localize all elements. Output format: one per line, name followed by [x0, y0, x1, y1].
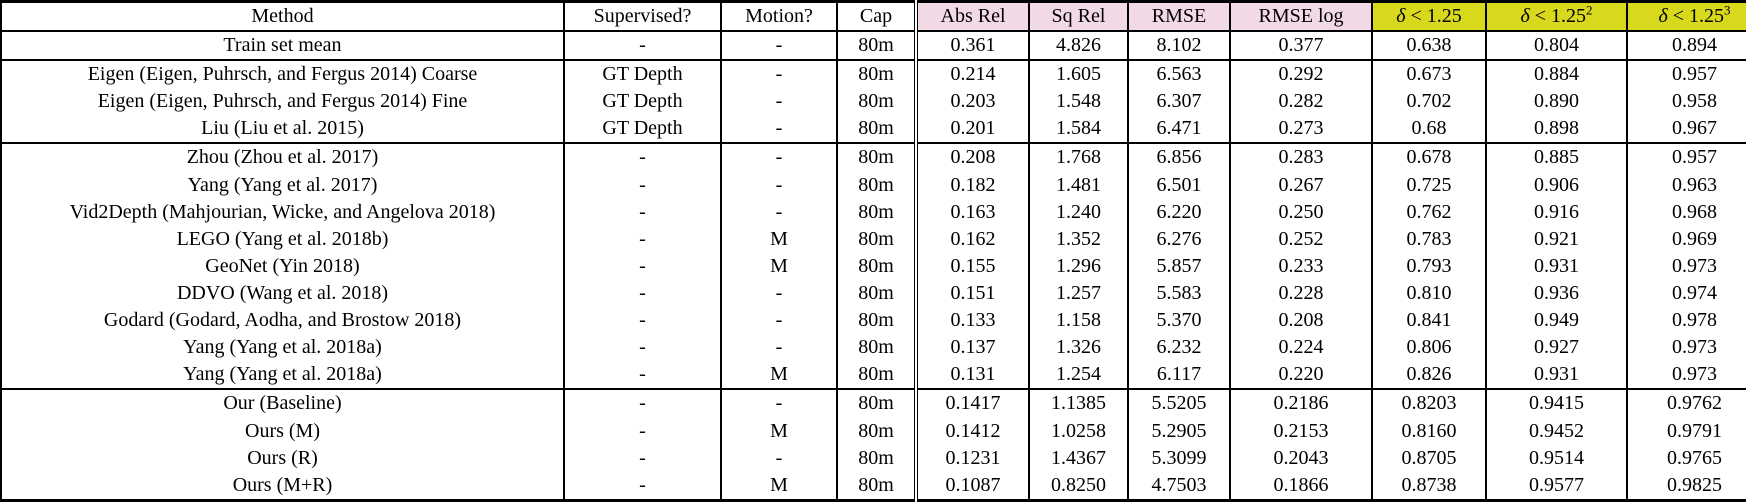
supervised-cell: -: [564, 334, 721, 361]
method-cell: LEGO (Yang et al. 2018b): [176, 227, 389, 250]
supervised-cell: GT Depth: [564, 115, 721, 143]
abs_rel-value-cell: 0.1412: [916, 418, 1029, 445]
cap-cell: 80m: [837, 389, 916, 417]
delta1-value-cell: 0.8738: [1372, 472, 1486, 501]
rmse-value-cell: 5.370: [1128, 307, 1230, 334]
method-cell: Eigen (Eigen, Puhrsch, and Fergus 2014) Fine: [97, 90, 468, 113]
motion-cell: M: [721, 472, 837, 501]
delta1-value-cell: 0.8203: [1372, 389, 1486, 417]
table-row: [1, 172, 1746, 199]
abs_rel-value-cell: 0.182: [916, 172, 1029, 199]
column-header-label: RMSE log: [1258, 5, 1344, 27]
rmse-value-cell: 5.5205: [1128, 389, 1230, 417]
column-header-delta3: [1627, 2, 1746, 32]
table-row: [1, 88, 1746, 115]
motion-cell: -: [721, 445, 837, 472]
method-cell: Train set mean: [1, 31, 564, 60]
table-row: [1, 60, 1746, 88]
delta2-value-cell: 0.949: [1486, 307, 1627, 334]
cap-cell: 80m: [837, 361, 916, 389]
delta-symbol: δ: [1396, 5, 1406, 27]
supervised-cell: -: [564, 31, 721, 60]
table-row: [1, 445, 1746, 472]
column-header-delta1: [1372, 2, 1486, 32]
rmse-value-cell: 6.117: [1128, 361, 1230, 389]
sq_rel-value-cell: 1.326: [1029, 334, 1128, 361]
method-cell: Ours (M): [245, 419, 320, 442]
table-row: [1, 418, 1746, 445]
abs_rel-value-cell: 0.201: [916, 115, 1029, 143]
motion-cell: -: [721, 172, 837, 199]
supervised-cell: -: [564, 389, 721, 417]
sq_rel-value-cell: 4.826: [1029, 31, 1128, 60]
motion-cell: M: [721, 253, 837, 280]
delta2-value-cell: 0.927: [1486, 334, 1627, 361]
cap-cell: 80m: [837, 88, 916, 115]
motion-cell: -: [721, 199, 837, 226]
motion-cell: -: [721, 389, 837, 417]
delta1-value-cell: 0.638: [1372, 31, 1486, 60]
rmse-value-cell: 6.563: [1128, 60, 1230, 88]
method-cell: Yang (Yang et al. 2017): [187, 173, 378, 196]
motion-cell: -: [721, 307, 837, 334]
rmse_log-value-cell: 0.250: [1230, 199, 1372, 226]
delta3-value-cell: 0.9762: [1627, 389, 1746, 417]
method-cell: Godard (Godard, Aodha, and Brostow 2018): [103, 309, 462, 332]
sq_rel-value-cell: 1.768: [1029, 143, 1128, 171]
column-header-motion: [721, 2, 837, 32]
supervised-cell: -: [564, 253, 721, 280]
delta2-value-cell: 0.898: [1486, 115, 1627, 143]
supervised-cell: -: [564, 472, 721, 501]
delta1-value-cell: 0.678: [1372, 143, 1486, 171]
column-header-delta2: [1486, 2, 1627, 32]
supervised-cell: GT Depth: [564, 60, 721, 88]
column-header-label: Sq Rel: [1051, 5, 1106, 27]
delta3-value-cell: 0.967: [1627, 115, 1746, 143]
method-cell: Zhou (Zhou et al. 2017): [186, 146, 379, 169]
delta1-value-cell: 0.673: [1372, 60, 1486, 88]
abs_rel-value-cell: 0.1417: [916, 389, 1029, 417]
motion-cell: -: [721, 31, 837, 60]
cap-cell: 80m: [837, 472, 916, 501]
rmse_log-value-cell: 0.1866: [1230, 472, 1372, 501]
rmse_log-value-cell: 0.2153: [1230, 418, 1372, 445]
rmse_log-value-cell: 0.228: [1230, 280, 1372, 307]
column-header-label: Method: [251, 5, 314, 27]
delta3-value-cell: 0.969: [1627, 226, 1746, 253]
delta3-value-cell: 0.894: [1627, 31, 1746, 60]
column-header-label: < 1.25: [1529, 5, 1587, 27]
cap-cell: 80m: [837, 143, 916, 171]
supervised-cell: -: [564, 226, 721, 253]
method-cell: Vid2Depth (Mahjourian, Wicke, and Angelova 2018): [69, 200, 496, 223]
column-header-label: Supervised?: [593, 5, 692, 27]
abs_rel-value-cell: 0.133: [916, 307, 1029, 334]
supervised-cell: -: [564, 280, 721, 307]
rmse-value-cell: 6.471: [1128, 115, 1230, 143]
rmse_log-value-cell: 0.224: [1230, 334, 1372, 361]
delta2-value-cell: 0.921: [1486, 226, 1627, 253]
abs_rel-value-cell: 0.151: [916, 280, 1029, 307]
column-header-abs_rel: [916, 2, 1029, 32]
rmse_log-value-cell: 0.273: [1230, 115, 1372, 143]
cap-cell: 80m: [837, 334, 916, 361]
sq_rel-value-cell: 1.0258: [1029, 418, 1128, 445]
delta2-value-cell: 0.9452: [1486, 418, 1627, 445]
abs_rel-value-cell: 0.203: [916, 88, 1029, 115]
delta3-value-cell: 0.9765: [1627, 445, 1746, 472]
column-header-label: Cap: [859, 5, 893, 27]
delta3-value-cell: 0.9791: [1627, 418, 1746, 445]
cap-cell: 80m: [837, 307, 916, 334]
rmse_log-value-cell: 0.252: [1230, 226, 1372, 253]
rmse_log-value-cell: 0.283: [1230, 143, 1372, 171]
motion-cell: -: [721, 334, 837, 361]
rmse-value-cell: 6.856: [1128, 143, 1230, 171]
table-row: [1, 280, 1746, 307]
delta3-value-cell: 0.973: [1627, 253, 1746, 280]
delta2-value-cell: 0.884: [1486, 60, 1627, 88]
rmse_log-value-cell: 0.208: [1230, 307, 1372, 334]
table-row: [1, 253, 1746, 280]
delta2-value-cell: 0.931: [1486, 253, 1627, 280]
table-row: [1, 115, 1746, 143]
rmse-value-cell: 5.583: [1128, 280, 1230, 307]
method-cell: Ours (M+R): [232, 473, 333, 496]
supervised-cell: -: [564, 143, 721, 171]
motion-cell: -: [721, 88, 837, 115]
sq_rel-value-cell: 1.296: [1029, 253, 1128, 280]
delta3-value-cell: 0.963: [1627, 172, 1746, 199]
supervised-cell: -: [564, 199, 721, 226]
abs_rel-value-cell: 0.208: [916, 143, 1029, 171]
table-row: [1, 472, 1746, 501]
rmse_log-value-cell: 0.233: [1230, 253, 1372, 280]
motion-cell: M: [721, 226, 837, 253]
delta3-value-cell: 0.973: [1627, 361, 1746, 389]
delta3-value-cell: 0.968: [1627, 199, 1746, 226]
delta-symbol: δ: [1658, 5, 1668, 27]
delta2-value-cell: 0.916: [1486, 199, 1627, 226]
abs_rel-value-cell: 0.1087: [916, 472, 1029, 501]
delta3-value-cell: 0.9825: [1627, 472, 1746, 501]
sq_rel-value-cell: 1.158: [1029, 307, 1128, 334]
rmse_log-value-cell: 0.2186: [1230, 389, 1372, 417]
header-row: [1, 2, 1746, 32]
motion-cell: -: [721, 60, 837, 88]
rmse-value-cell: 6.232: [1128, 334, 1230, 361]
exponent: 3: [1724, 2, 1731, 18]
column-header-label: < 1.25: [1667, 5, 1725, 27]
column-header-cap: [837, 2, 916, 32]
method-cell: Our (Baseline): [223, 392, 342, 415]
table-row: [1, 226, 1746, 253]
rmse-value-cell: 6.220: [1128, 199, 1230, 226]
sq_rel-value-cell: 1.352: [1029, 226, 1128, 253]
table-row: [1, 199, 1746, 226]
sq_rel-value-cell: 1.4367: [1029, 445, 1128, 472]
table-row: [1, 307, 1746, 334]
abs_rel-value-cell: 0.1231: [916, 445, 1029, 472]
column-header-rmse_log: [1230, 2, 1372, 32]
delta2-value-cell: 0.804: [1486, 31, 1627, 60]
delta1-value-cell: 0.810: [1372, 280, 1486, 307]
cap-cell: 80m: [837, 445, 916, 472]
motion-cell: M: [721, 361, 837, 389]
method-cell: Liu (Liu et al. 2015): [1, 115, 564, 143]
column-header-label: RMSE: [1151, 5, 1207, 27]
delta1-value-cell: 0.841: [1372, 307, 1486, 334]
column-header-label: Motion?: [745, 5, 813, 27]
cap-cell: 80m: [837, 115, 916, 143]
results-table-head: [1, 2, 1746, 32]
delta1-value-cell: 0.793: [1372, 253, 1486, 280]
cap-cell: 80m: [837, 253, 916, 280]
rmse-value-cell: 5.3099: [1128, 445, 1230, 472]
abs_rel-value-cell: 0.361: [916, 31, 1029, 60]
sq_rel-value-cell: 1.240: [1029, 199, 1128, 226]
column-header-label: Abs Rel: [940, 5, 1006, 27]
delta1-value-cell: 0.762: [1372, 199, 1486, 226]
column-header-method: [1, 2, 564, 32]
rmse-value-cell: 8.102: [1128, 31, 1230, 60]
rmse_log-value-cell: 0.292: [1230, 60, 1372, 88]
rmse-value-cell: 6.501: [1128, 172, 1230, 199]
delta1-value-cell: 0.725: [1372, 172, 1486, 199]
delta2-value-cell: 0.936: [1486, 280, 1627, 307]
rmse-value-cell: 5.857: [1128, 253, 1230, 280]
sq_rel-value-cell: 1.605: [1029, 60, 1128, 88]
sq_rel-value-cell: 1.254: [1029, 361, 1128, 389]
delta2-value-cell: 0.9415: [1486, 389, 1627, 417]
rmse_log-value-cell: 0.2043: [1230, 445, 1372, 472]
delta-symbol: δ: [1520, 5, 1530, 27]
abs_rel-value-cell: 0.162: [916, 226, 1029, 253]
supervised-cell: -: [564, 445, 721, 472]
table-row: [1, 334, 1746, 361]
motion-cell: -: [721, 143, 837, 171]
delta2-value-cell: 0.885: [1486, 143, 1627, 171]
abs_rel-value-cell: 0.137: [916, 334, 1029, 361]
delta3-value-cell: 0.958: [1627, 88, 1746, 115]
method-cell: Ours (R): [247, 446, 318, 469]
rmse_log-value-cell: 0.282: [1230, 88, 1372, 115]
column-header-label: < 1.25: [1405, 5, 1462, 27]
delta3-value-cell: 0.973: [1627, 334, 1746, 361]
rmse-value-cell: 4.7503: [1128, 472, 1230, 501]
abs_rel-value-cell: 0.163: [916, 199, 1029, 226]
rmse-value-cell: 6.276: [1128, 226, 1230, 253]
supervised-cell: GT Depth: [564, 88, 721, 115]
supervised-cell: -: [564, 361, 721, 389]
motion-cell: -: [721, 115, 837, 143]
sq_rel-value-cell: 1.584: [1029, 115, 1128, 143]
motion-cell: -: [721, 280, 837, 307]
sq_rel-value-cell: 0.8250: [1029, 472, 1128, 501]
delta1-value-cell: 0.8160: [1372, 418, 1486, 445]
delta2-value-cell: 0.890: [1486, 88, 1627, 115]
abs_rel-value-cell: 0.155: [916, 253, 1029, 280]
cap-cell: 80m: [837, 226, 916, 253]
exponent: 2: [1586, 2, 1593, 18]
results-table-body: [1, 31, 1746, 501]
table-row: [1, 143, 1746, 171]
column-header-supervised: [564, 2, 721, 32]
table-row: [1, 31, 1746, 60]
supervised-cell: -: [564, 307, 721, 334]
delta3-value-cell: 0.957: [1627, 60, 1746, 88]
cap-cell: 80m: [837, 31, 916, 60]
rmse-value-cell: 5.2905: [1128, 418, 1230, 445]
column-header-sq_rel: [1029, 2, 1128, 32]
method-cell: Eigen (Eigen, Puhrsch, and Fergus 2014) Coarse: [87, 63, 478, 86]
delta2-value-cell: 0.931: [1486, 361, 1627, 389]
delta3-value-cell: 0.978: [1627, 307, 1746, 334]
cap-cell: 80m: [837, 280, 916, 307]
cap-cell: 80m: [837, 172, 916, 199]
delta3-value-cell: 0.974: [1627, 280, 1746, 307]
delta1-value-cell: 0.783: [1372, 226, 1486, 253]
rmse_log-value-cell: 0.377: [1230, 31, 1372, 60]
method-cell: DDVO (Wang et al. 2018): [176, 282, 389, 305]
sq_rel-value-cell: 1.1385: [1029, 389, 1128, 417]
sq_rel-value-cell: 1.548: [1029, 88, 1128, 115]
abs_rel-value-cell: 0.131: [916, 361, 1029, 389]
delta1-value-cell: 0.806: [1372, 334, 1486, 361]
abs_rel-value-cell: 0.214: [916, 60, 1029, 88]
sq_rel-value-cell: 1.257: [1029, 280, 1128, 307]
delta2-value-cell: 0.906: [1486, 172, 1627, 199]
column-header-rmse: [1128, 2, 1230, 32]
table-row: [1, 389, 1746, 417]
rmse_log-value-cell: 0.267: [1230, 172, 1372, 199]
delta1-value-cell: 0.702: [1372, 88, 1486, 115]
supervised-cell: -: [564, 418, 721, 445]
motion-cell: M: [721, 418, 837, 445]
delta1-value-cell: 0.826: [1372, 361, 1486, 389]
delta1-value-cell: 0.8705: [1372, 445, 1486, 472]
method-cell: Yang (Yang et al. 2018a): [183, 336, 382, 359]
cap-cell: 80m: [837, 418, 916, 445]
cap-cell: 80m: [837, 60, 916, 88]
supervised-cell: -: [564, 172, 721, 199]
rmse-value-cell: 6.307: [1128, 88, 1230, 115]
delta2-value-cell: 0.9514: [1486, 445, 1627, 472]
sq_rel-value-cell: 1.481: [1029, 172, 1128, 199]
delta1-value-cell: 0.68: [1372, 115, 1486, 143]
delta2-value-cell: 0.9577: [1486, 472, 1627, 501]
rmse_log-value-cell: 0.220: [1230, 361, 1372, 389]
method-cell: GeoNet (Yin 2018): [205, 254, 360, 277]
cap-cell: 80m: [837, 199, 916, 226]
delta3-value-cell: 0.957: [1627, 143, 1746, 171]
method-cell: Yang (Yang et al. 2018a): [1, 361, 564, 389]
table-row: [1, 361, 1746, 389]
